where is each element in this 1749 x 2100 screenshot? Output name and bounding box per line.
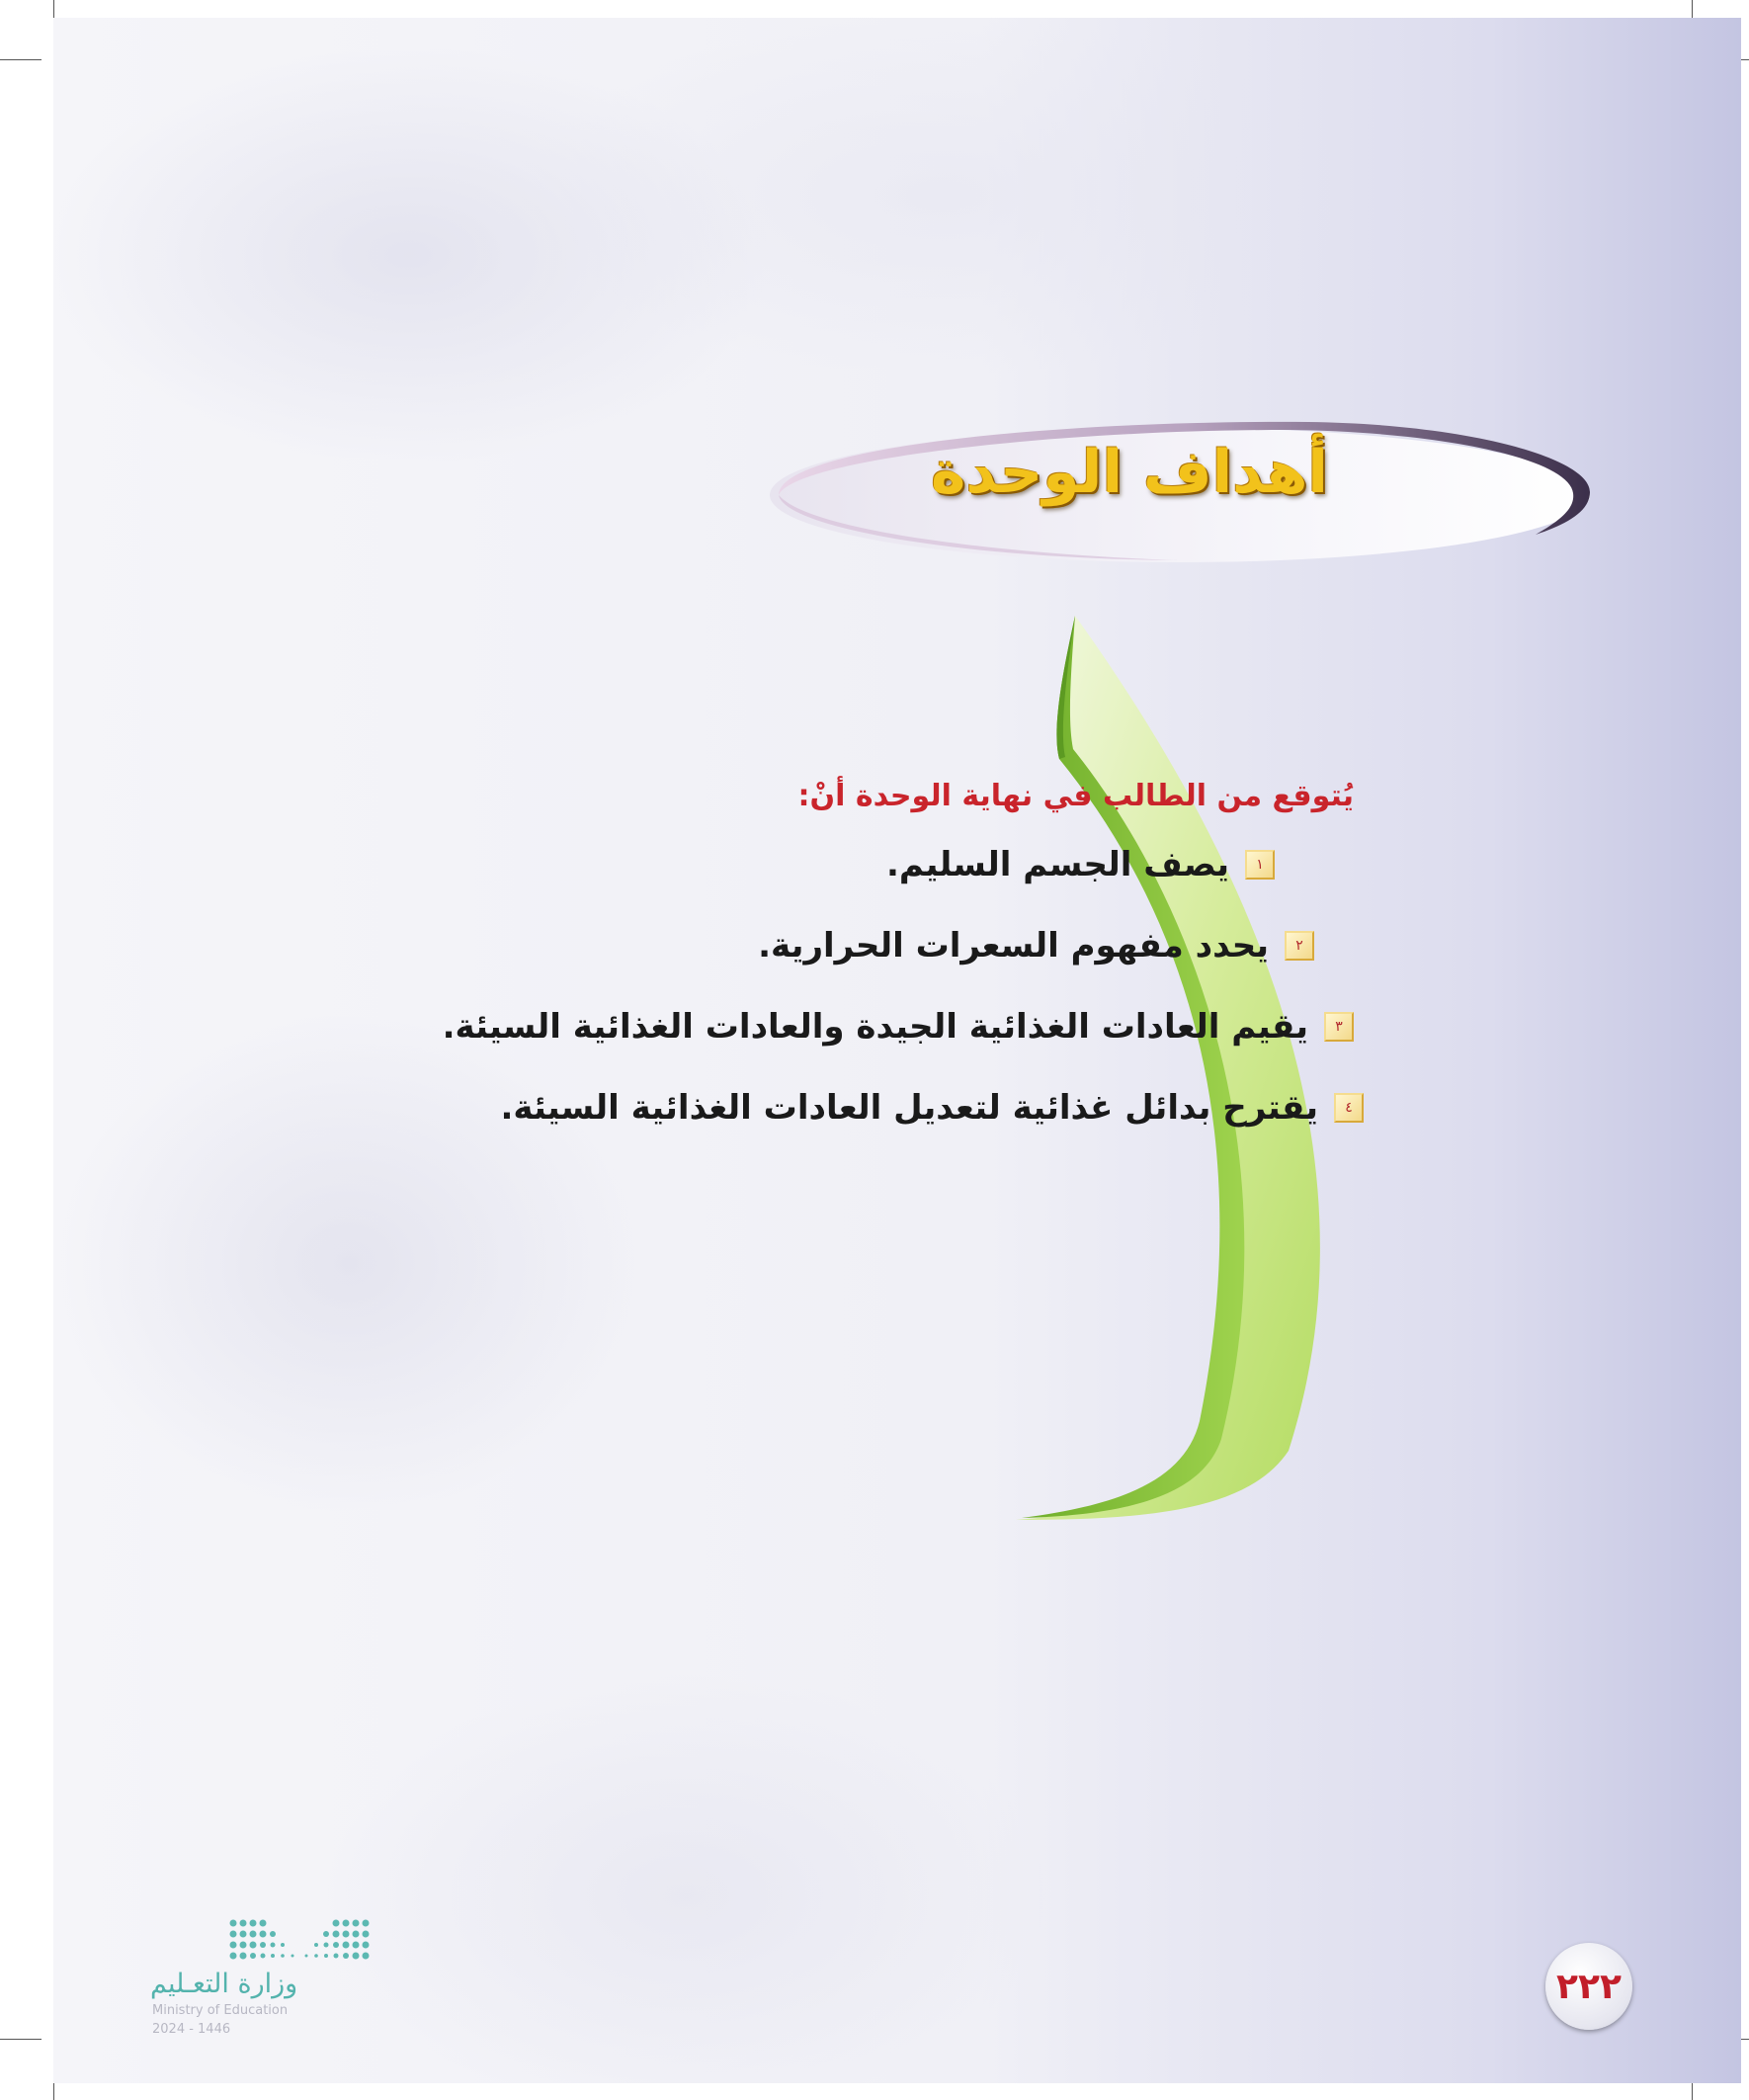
ministry-name-english: Ministry of Education <box>152 2003 289 2018</box>
objective-text: يقيم العادات الغذائية الجيدة والعادات الغذائية السيئة. <box>442 1007 1308 1047</box>
objective-text: يحدد مفهوم السعرات الحرارية. <box>758 926 1269 966</box>
objective-text: يقترح بدائل غذائية لتعديل العادات الغذائية السيئة. <box>500 1088 1318 1128</box>
objective-text: يصف الجسم السليم. <box>886 845 1229 884</box>
textbook-page <box>53 18 1741 2083</box>
objective-number-badge: ٤ <box>1334 1093 1364 1123</box>
objective-item <box>366 1088 1364 1128</box>
objectives-intro: يُتوقع من الطالب في نهاية الوحدة أنْ: <box>797 779 1354 813</box>
page-number-badge <box>1545 1943 1632 2030</box>
objective-item <box>366 845 1275 884</box>
ministry-dots-emblem <box>225 1915 374 1965</box>
ministry-name-arabic: وزارة التعـليم <box>150 1969 298 1999</box>
objectives-section <box>366 779 1354 1169</box>
ministry-logo <box>150 1915 377 2037</box>
objective-item <box>366 1007 1354 1047</box>
objective-number-badge: ٣ <box>1324 1012 1354 1042</box>
page-number: ٢٢٢ <box>1556 1966 1622 2007</box>
objective-number-badge: ١ <box>1245 850 1275 880</box>
unit-title-banner <box>755 408 1605 576</box>
edition-year: 2024 - 1446 <box>152 2022 231 2037</box>
crop-mark <box>0 59 42 60</box>
objective-item <box>366 926 1314 966</box>
unit-title: أهداف الوحدة <box>930 438 1328 507</box>
objective-number-badge: ٢ <box>1285 931 1314 961</box>
crop-mark <box>0 2039 42 2040</box>
